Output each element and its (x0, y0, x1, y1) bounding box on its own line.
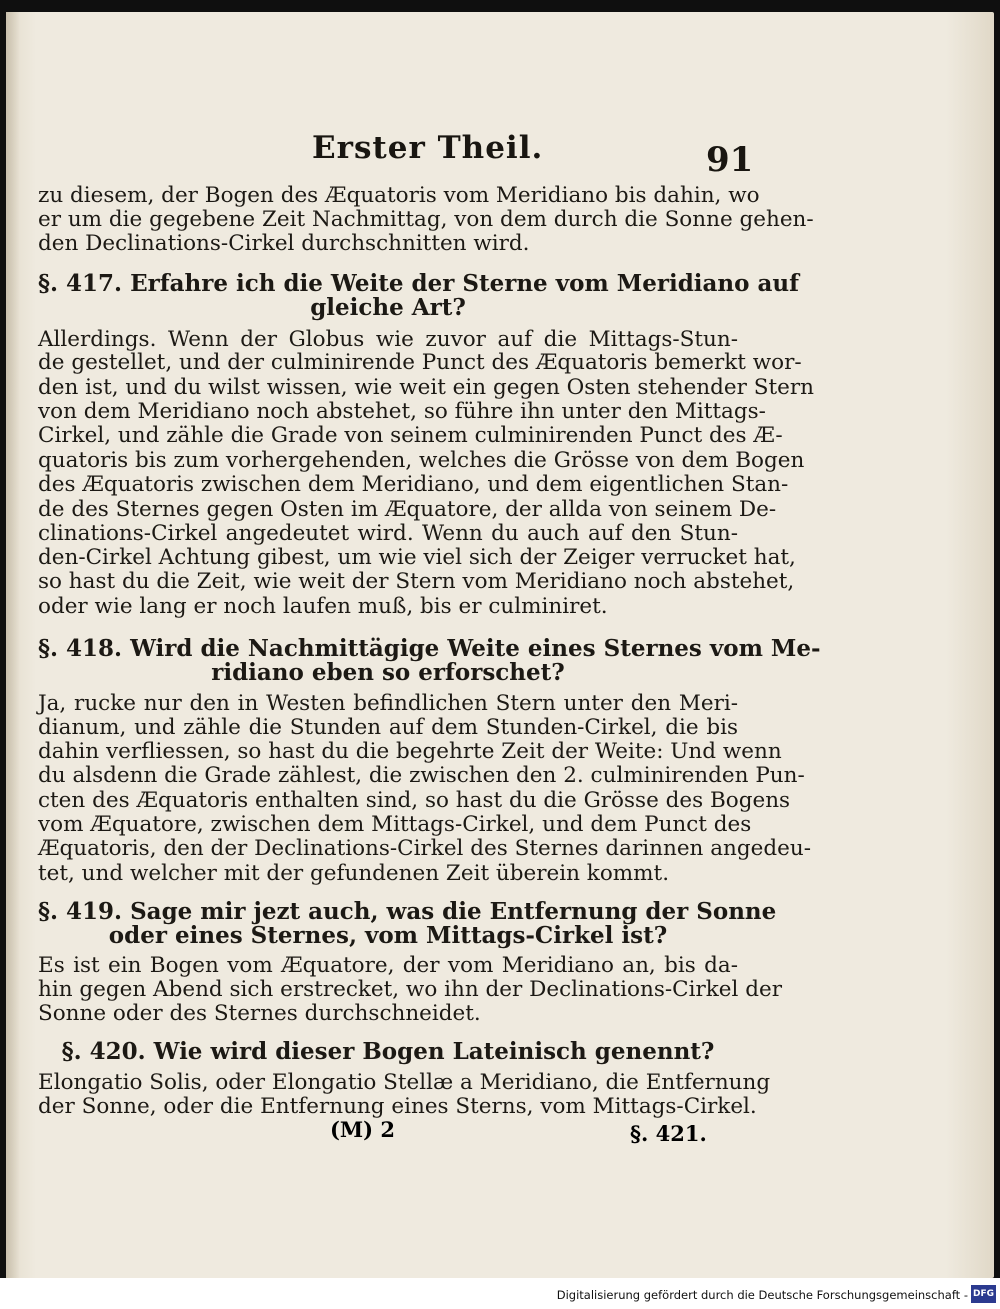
text-line: den-Cirkel Achtung gibest, um wie viel sich der Zeiger verrucket hat, (38, 545, 796, 570)
text-line: Cirkel, und zähle die Grade von seinem culminirenden Punct des Æ- (38, 423, 783, 448)
text-line: Sonne oder des Sternes durchschneidet. (38, 1001, 481, 1026)
text-line: quatoris bis zum vorhergehenden, welches die Grösse von dem Bogen (38, 448, 805, 473)
question-line: gleiche Art? (310, 294, 466, 321)
text-line: Allerdings. Wenn der Globus wie zuvor auf die Mittags-Stun- (38, 327, 738, 352)
text-line: so hast du die Zeit, wie weit der Stern vom Meridiano noch abstehet, (38, 569, 795, 594)
text-line: den Declinations-Cirkel durchschnitten wird. (38, 231, 530, 256)
text-line: dianum, und zähle die Stunden auf dem Stunden-Cirkel, die bis (38, 715, 738, 740)
question-line: ridiano eben so erforschet? (211, 659, 565, 686)
text-line: hin gegen Abend sich erstrecket, wo ihn der Declinations-Cirkel der (38, 977, 782, 1002)
text-line: der Sonne, oder die Entfernung eines Sterns, vom Mittags-Cirkel. (38, 1094, 757, 1119)
text-line: clinations-Cirkel angedeutet wird. Wenn du auch auf den Stun- (38, 521, 738, 546)
question-line: §. 418. Wird die Nachmittägige Weite eines Sternes vom Me- (38, 635, 821, 662)
catchword: §. 421. (630, 1121, 707, 1146)
page-gutter-shadow (6, 12, 20, 1278)
text-line: oder wie lang er noch laufen muß, bis er culminiret. (38, 594, 608, 619)
text-line: vom Æquatore, zwischen dem Mittags-Cirkel, und dem Punct des (38, 812, 752, 837)
question-line: §. 420. Wie wird dieser Bogen Lateinisch genennt? (61, 1038, 715, 1065)
text-line: Es ist ein Bogen vom Æquatore, der vom Meridiano an, bis da- (38, 953, 738, 978)
text-line: des Æquatoris zwischen dem Meridiano, und dem eigentlichen Stan- (38, 472, 789, 497)
dfg-logo: DFG (971, 1285, 996, 1303)
text-line: du alsdenn die Grade zählest, die zwischen den 2. culminirenden Pun- (38, 763, 805, 788)
question-line: §. 419. Sage mir jezt auch, was die Entfernung der Sonne (38, 898, 777, 925)
funding-notice: Digitalisierung gefördert durch die Deutsche Forschungsgemeinschaft - (556, 1288, 968, 1302)
text-line: Elongatio Solis, oder Elongatio Stellæ a Meridiano, die Entfernung (38, 1070, 771, 1095)
text-line: de gestellet, und der culminirende Punct des Æquatoris bemerkt wor- (38, 350, 802, 375)
text-line: Ja, rucke nur den in Westen befindlichen Stern unter den Meri- (38, 691, 738, 716)
running-head-title: Erster Theil. (312, 130, 544, 166)
question-line: §. 417. Erfahre ich die Weite der Sterne vom Meridiano auf (38, 270, 800, 297)
text-line: tet, und welcher mit der gefundenen Zeit überein kommt. (38, 861, 670, 886)
page-number: 91 (706, 140, 754, 180)
question-line: oder eines Sternes, vom Mittags-Cirkel ist? (108, 922, 668, 949)
text-line: von dem Meridiano noch abstehet, so führe ihn unter den Mittags- (38, 399, 766, 424)
text-line: cten des Æquatoris enthalten sind, so hast du die Grösse des Bogens (38, 788, 791, 813)
text-line: dahin verfliessen, so hast du die begehrte Zeit der Weite: Und wenn (38, 739, 782, 764)
text-line: de des Sternes gegen Osten im Æquatore, der allda von seinem De- (38, 497, 777, 522)
signature-mark: (M) 2 (330, 1117, 396, 1142)
text-line: den ist, und du wilst wissen, wie weit ein gegen Osten stehender Stern (38, 375, 814, 400)
text-line: er um die gegebene Zeit Nachmittag, von dem durch die Sonne gehen- (38, 207, 814, 232)
digitization-banner (0, 1278, 1000, 1309)
text-line: zu diesem, der Bogen des Æquatoris vom Meridiano bis dahin, wo (38, 183, 760, 208)
text-line: Æquatoris, den der Declinations-Cirkel des Sternes darinnen angedeu- (38, 836, 811, 861)
